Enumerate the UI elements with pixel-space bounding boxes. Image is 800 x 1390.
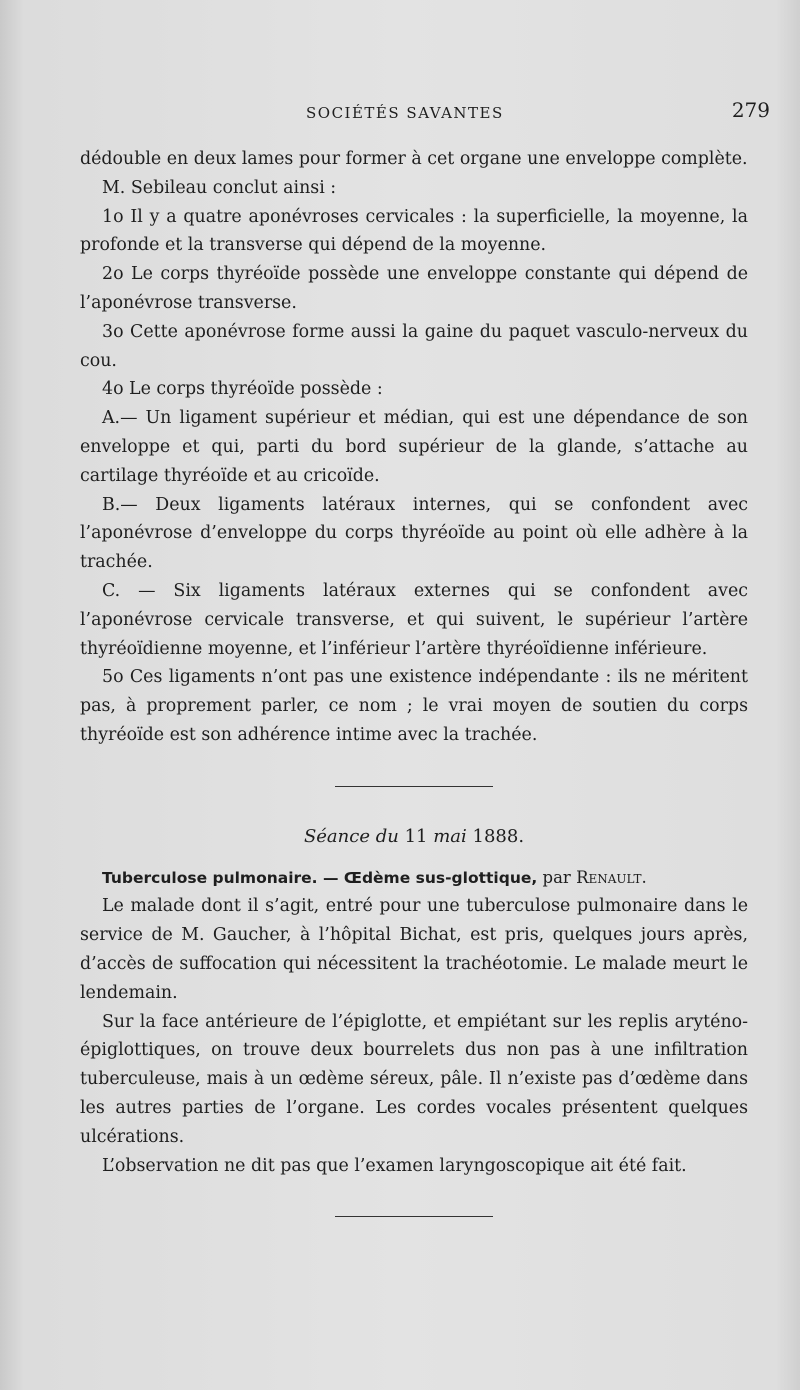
paragraph: 4o Le corps thyréoïde possède : [102, 379, 383, 400]
paragraph: 3o Cette aponévrose forme aussi la gaine du paquet vasculo-nerveux du cou. [80, 321, 748, 371]
session-day: 11 [404, 825, 428, 847]
session-prefix: Séance du [303, 825, 399, 847]
article-author: Renault. [576, 867, 647, 887]
paragraph: 1o Il y a quatre aponévroses cervicales : la superficielle, la moyenne, la profonde et la transverse qui dépend de la moyenne. [80, 206, 748, 256]
article-title-text: Tuberculose pulmonaire. — Œdème sus-glottique, [102, 868, 538, 887]
paragraph: 2o Le corps thyréoïde possède une enveloppe constante qui dépend de l’aponévrose transverse. [80, 264, 748, 313]
paragraph: M. Sebileau conclut ainsi : [102, 177, 337, 198]
article-by: par [542, 867, 571, 887]
paragraph: Le malade dont il s’agit, entré pour une tuberculose pulmonaire dans le service de M. Gaucher, à l’hôpital Bichat, est pris, quelques jours après, d’accès de suffocation qui nécessitent la trachéotomie. Le malade meurt le lendemain. [80, 896, 748, 1003]
page-number: 279 [731, 98, 770, 122]
article-title [80, 864, 748, 893]
page-header [80, 98, 770, 130]
section-divider [335, 786, 493, 787]
session-year: 1888. [472, 825, 525, 847]
session-heading [80, 823, 748, 852]
paragraph: 5o Ces ligaments n’ont pas une existence indépendante : ils ne méritent pas, à proprement parler, ce nom ; le vrai moyen de soutien du corps thyréoïde est son adhérence intime avec la trachée. [80, 667, 748, 745]
section-divider [335, 1216, 493, 1217]
paragraph: Sur la face antérieure de l’épiglotte, et empiétant sur les replis aryténo-épiglottiques, on trouve deux bourrelets dus non pas à une infiltration tuberculeuse, mais à un œdème séreux, pâle. Il n’existe pas d’œdème dans les autres parties de l’organe. Les cordes vocales présentent quelques ulcérations. [80, 1011, 748, 1147]
paragraph: L’observation ne dit pas que l’examen laryngoscopique ait été fait. [102, 1155, 687, 1176]
paragraph: C. — Six ligaments latéraux externes qui se confondent avec l’aponévrose cervicale transverse, et qui suivent, le supérieur l’artère thyréoïdienne moyenne, et l’inférieur l’artère thyréoïdienne inférieure. [80, 580, 748, 659]
page-body [80, 145, 748, 1217]
running-head: SOCIÉTÉS SAVANTES [306, 104, 504, 122]
paragraph: dédouble en deux lames pour former à cet organe une enveloppe complète. [80, 149, 748, 169]
paragraph: A.— Un ligament supérieur et médian, qui est une dépendance de son enveloppe et qui, parti du bord supérieur de la glande, s’attache au cartilage thyréoïde et au cricoïde. [80, 408, 748, 486]
session-month: mai [433, 825, 467, 847]
paragraph: B.— Deux ligaments latéraux internes, qui se confondent avec l’aponévrose d’enveloppe du corps thyréoïde au point où elle adhère à la trachée. [80, 494, 748, 573]
